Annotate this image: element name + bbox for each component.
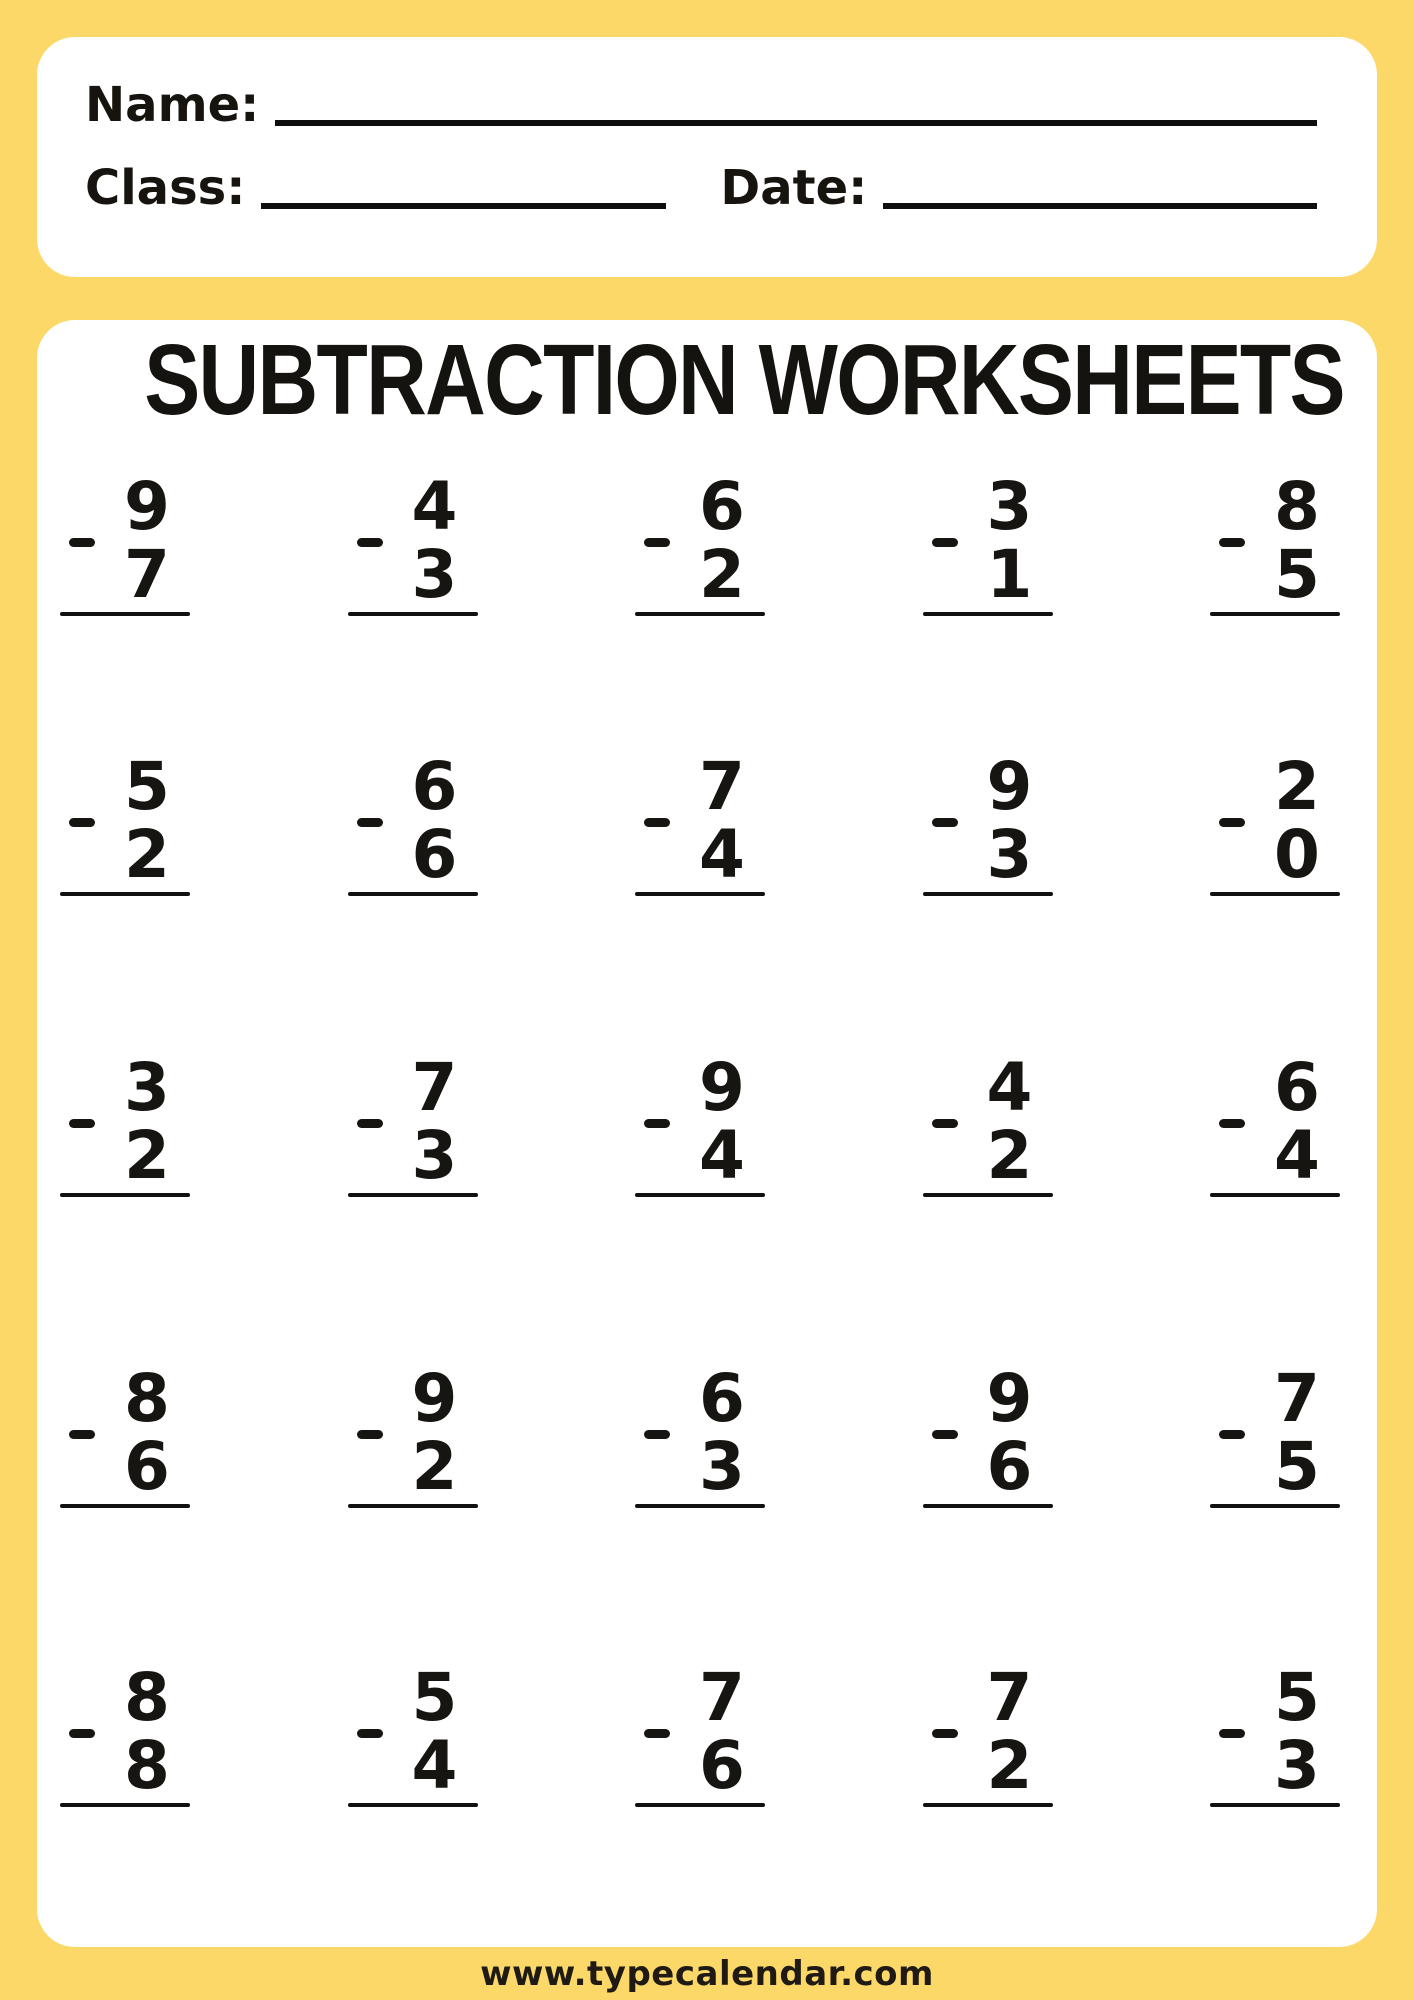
- minus-icon: [357, 818, 383, 827]
- subtrahend-row: [348, 1428, 478, 1505]
- subtraction-problem: [923, 1049, 1053, 1197]
- subtraction-problem: [60, 1049, 190, 1197]
- minuend: 9: [411, 1360, 458, 1437]
- subtrahend: 4: [411, 1727, 458, 1804]
- subtrahend: 7: [124, 536, 170, 613]
- subtrahend-row: [1210, 1117, 1340, 1194]
- subtrahend: 6: [411, 816, 458, 893]
- subtraction-problem: [1210, 468, 1340, 616]
- minuend: 9: [699, 1049, 745, 1126]
- problem-row: [37, 468, 1377, 616]
- minuend: 6: [1274, 1049, 1320, 1126]
- subtrahend: 6: [986, 1428, 1033, 1505]
- minus-icon: [357, 1729, 383, 1738]
- minuend: 5: [124, 748, 170, 825]
- subtrahend-row: [923, 536, 1053, 613]
- minus-icon: [1219, 1119, 1245, 1128]
- subtrahend-row: [60, 1428, 190, 1505]
- minuend: 9: [986, 748, 1033, 825]
- subtraction-problem: [1210, 748, 1340, 896]
- minus-icon: [644, 1430, 670, 1439]
- subtraction-problem: [635, 748, 765, 896]
- minus-icon: [357, 538, 383, 547]
- minuend: 3: [986, 468, 1033, 545]
- minuend: 9: [124, 468, 170, 545]
- subtraction-problem: [348, 1659, 478, 1807]
- minus-icon: [644, 818, 670, 827]
- subtrahend: 4: [1274, 1117, 1320, 1194]
- minus-icon: [69, 1119, 95, 1128]
- subtraction-problem: [60, 748, 190, 896]
- subtrahend-row: [923, 1727, 1053, 1804]
- subtrahend: 3: [699, 1428, 745, 1505]
- subtrahend: 6: [699, 1727, 745, 1804]
- subtrahend-row: [635, 816, 765, 893]
- subtrahend-row: [1210, 1727, 1340, 1804]
- minuend: 6: [699, 468, 745, 545]
- subtrahend-row: [923, 816, 1053, 893]
- minus-icon: [1219, 1729, 1245, 1738]
- minus-icon: [357, 1119, 383, 1128]
- minus-icon: [644, 1119, 670, 1128]
- minuend: 2: [1274, 748, 1320, 825]
- date-label: Date:: [720, 159, 868, 216]
- subtrahend: 2: [124, 816, 170, 893]
- subtraction-problem: [923, 1360, 1053, 1508]
- subtrahend: 2: [699, 536, 745, 613]
- subtraction-problem: [635, 1659, 765, 1807]
- subtrahend-row: [635, 1117, 765, 1194]
- subtraction-problem: [348, 748, 478, 896]
- minus-icon: [644, 538, 670, 547]
- name-row: [37, 79, 1377, 132]
- subtraction-problem: [1210, 1049, 1340, 1197]
- subtraction-problem: [923, 1659, 1053, 1807]
- minuend: 5: [411, 1659, 458, 1736]
- minus-icon: [932, 1729, 958, 1738]
- minus-icon: [1219, 1430, 1245, 1439]
- subtrahend: 3: [1274, 1727, 1320, 1804]
- subtrahend-row: [60, 816, 190, 893]
- subtrahend-row: [348, 1117, 478, 1194]
- subtrahend: 2: [986, 1117, 1033, 1194]
- subtrahend-row: [1210, 536, 1340, 613]
- problem-row: [37, 1049, 1377, 1197]
- subtrahend: 2: [986, 1727, 1033, 1804]
- subtrahend: 6: [124, 1428, 170, 1505]
- subtrahend: 3: [411, 536, 458, 613]
- subtrahend: 5: [1274, 536, 1320, 613]
- subtrahend: 2: [411, 1428, 458, 1505]
- page-title: SUBTRACTION WORKSHEETS: [144, 324, 1344, 436]
- subtrahend: 5: [1274, 1428, 1320, 1505]
- student-info-card: [37, 37, 1377, 277]
- subtraction-problem: [635, 468, 765, 616]
- class-date-row: [37, 159, 1377, 216]
- minuend: 5: [1274, 1659, 1320, 1736]
- subtrahend-row: [60, 536, 190, 613]
- worksheet-card: [37, 320, 1377, 1947]
- minus-icon: [1219, 818, 1245, 827]
- subtraction-problem: [348, 468, 478, 616]
- website-url: www.typecalendar.com: [480, 1953, 934, 1994]
- subtrahend-row: [1210, 1428, 1340, 1505]
- name-blank-line: [275, 120, 1317, 126]
- subtraction-problem: [60, 1659, 190, 1807]
- minuend: 7: [1274, 1360, 1320, 1437]
- minus-icon: [932, 818, 958, 827]
- subtraction-problem: [635, 1049, 765, 1197]
- minuend: 7: [699, 1659, 745, 1736]
- subtraction-problem: [348, 1360, 478, 1508]
- class-label: Class:: [85, 159, 246, 216]
- minus-icon: [357, 1430, 383, 1439]
- minuend: 8: [124, 1659, 170, 1736]
- minuend: 3: [124, 1049, 170, 1126]
- footer: [0, 1947, 1414, 2000]
- subtrahend: 8: [124, 1727, 170, 1804]
- minus-icon: [932, 1119, 958, 1128]
- subtraction-problem: [348, 1049, 478, 1197]
- subtraction-problem: [60, 1360, 190, 1508]
- subtraction-problem: [1210, 1659, 1340, 1807]
- subtrahend: 4: [699, 816, 745, 893]
- minuend: 7: [699, 748, 745, 825]
- minuend: 7: [986, 1659, 1033, 1736]
- minus-icon: [932, 538, 958, 547]
- minus-icon: [69, 1729, 95, 1738]
- name-label: Name:: [85, 77, 260, 133]
- minus-icon: [69, 1430, 95, 1439]
- minuend: 4: [986, 1049, 1033, 1126]
- minuend: 7: [411, 1049, 458, 1126]
- subtraction-problem: [923, 748, 1053, 896]
- subtrahend-row: [1210, 816, 1340, 893]
- subtraction-problem: [923, 468, 1053, 616]
- subtrahend-row: [348, 816, 478, 893]
- subtrahend-row: [923, 1117, 1053, 1194]
- class-blank-line: [261, 203, 666, 209]
- subtrahend-row: [635, 1428, 765, 1505]
- minuend: 6: [699, 1360, 745, 1437]
- subtrahend-row: [60, 1727, 190, 1804]
- minuend: 4: [411, 468, 458, 545]
- subtraction-problem: [60, 468, 190, 616]
- minuend: 9: [986, 1360, 1033, 1437]
- minus-icon: [644, 1729, 670, 1738]
- minuend: 6: [411, 748, 458, 825]
- minus-icon: [932, 1430, 958, 1439]
- subtrahend: 2: [124, 1117, 170, 1194]
- subtraction-problem: [635, 1360, 765, 1508]
- subtrahend-row: [923, 1428, 1053, 1505]
- date-blank-line: [883, 203, 1317, 209]
- problem-row: [37, 748, 1377, 896]
- subtrahend-row: [635, 1727, 765, 1804]
- subtrahend-row: [348, 536, 478, 613]
- subtrahend-row: [348, 1727, 478, 1804]
- subtraction-problem: [1210, 1360, 1340, 1508]
- problem-row: [37, 1360, 1377, 1508]
- subtrahend: 3: [411, 1117, 458, 1194]
- subtrahend-row: [635, 536, 765, 613]
- subtrahend: 1: [986, 536, 1033, 613]
- minuend: 8: [124, 1360, 170, 1437]
- subtrahend-row: [60, 1117, 190, 1194]
- subtrahend: 4: [699, 1117, 745, 1194]
- subtrahend: 3: [986, 816, 1033, 893]
- problem-row: [37, 1659, 1377, 1807]
- minus-icon: [69, 818, 95, 827]
- minus-icon: [1219, 538, 1245, 547]
- minuend: 8: [1274, 468, 1320, 545]
- minus-icon: [69, 538, 95, 547]
- subtrahend: 0: [1274, 816, 1320, 893]
